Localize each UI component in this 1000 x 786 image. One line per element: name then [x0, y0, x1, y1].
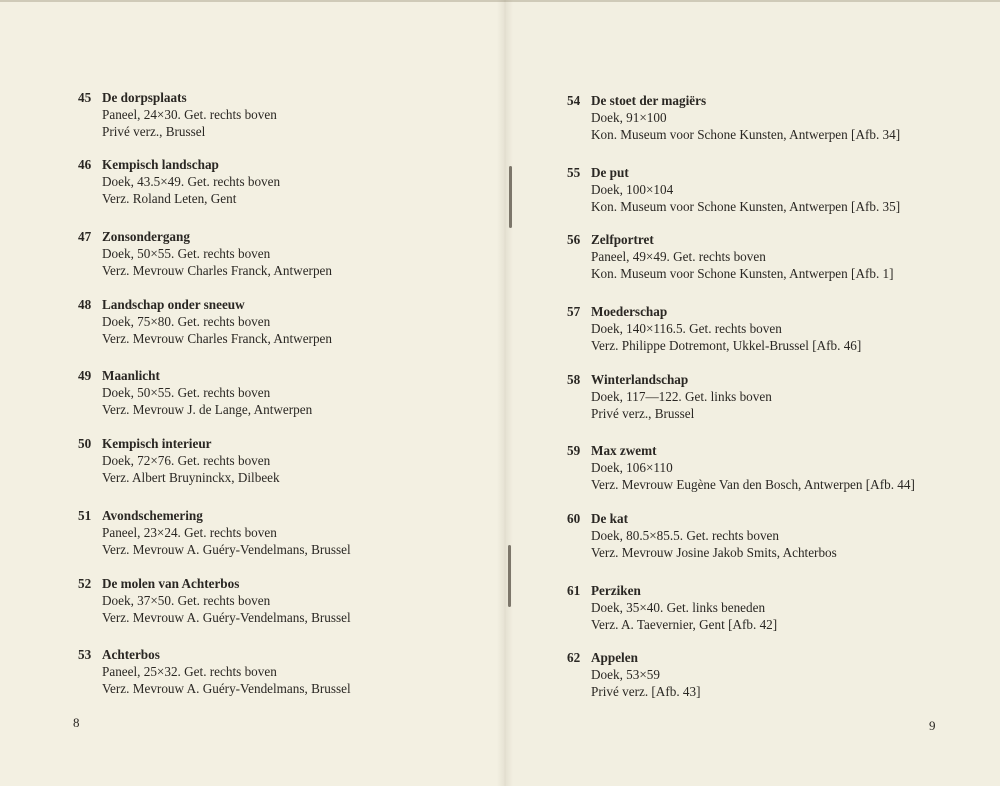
- catalog-entry: [78, 228, 332, 279]
- book-gutter: [497, 0, 513, 786]
- entry-title: Achterbos: [102, 647, 160, 662]
- entry-title: Moederschap: [591, 304, 668, 319]
- entry-medium: Doek, 50×55. Get. rechts boven: [102, 246, 271, 261]
- entry-title: Max zwemt: [591, 443, 657, 458]
- entry-title: De dorpsplaats: [102, 90, 187, 105]
- entry-collection: Verz. Mevrouw A. Guéry-Vendelmans, Brussel: [102, 542, 351, 557]
- entry-collection: Kon. Museum voor Schone Kunsten, Antwerpen [Afb. 34]: [591, 127, 901, 142]
- staple-bottom: [508, 545, 511, 607]
- entry-medium: Doek, 53×59: [591, 667, 660, 682]
- catalog-entry: [78, 367, 312, 418]
- entry-title: Avondschemering: [102, 508, 203, 523]
- entry-medium: Doek, 37×50. Get. rechts boven: [102, 593, 271, 608]
- entry-title: Perziken: [591, 583, 641, 598]
- catalog-entry: [78, 435, 280, 486]
- entry-title: Winterlandschap: [591, 372, 689, 387]
- entry-collection: Verz. Mevrouw A. Guéry-Vendelmans, Brussel: [102, 610, 351, 625]
- entry-collection: Verz. Mevrouw Josine Jakob Smits, Achterbos: [591, 545, 837, 560]
- entry-medium: Doek, 117—122. Get. links boven: [591, 389, 772, 404]
- entry-collection: Kon. Museum voor Schone Kunsten, Antwerpen [Afb. 35]: [591, 199, 901, 214]
- entry-medium: Doek, 75×80. Get. rechts boven: [102, 314, 271, 329]
- entry-medium: Doek, 72×76. Get. rechts boven: [102, 453, 271, 468]
- entry-number: 57: [567, 304, 581, 319]
- entry-medium: Paneel, 25×32. Get. rechts boven: [102, 664, 277, 679]
- catalog-entry: [78, 156, 280, 207]
- entry-medium: Doek, 80.5×85.5. Get. rechts boven: [591, 528, 779, 543]
- left-page-number: 8: [73, 715, 80, 730]
- catalog-entry: [78, 646, 351, 697]
- entry-number: 50: [78, 436, 92, 451]
- entry-medium: Paneel, 24×30. Get. rechts boven: [102, 107, 277, 122]
- catalog-entry: [78, 296, 332, 347]
- entry-number: 47: [78, 229, 92, 244]
- entry-number: 45: [78, 90, 92, 105]
- entry-collection: Privé verz., Brussel: [102, 124, 206, 139]
- entry-title: Appelen: [591, 650, 638, 665]
- entry-title: Kempisch interieur: [102, 436, 212, 451]
- entry-medium: Doek, 35×40. Get. links beneden: [591, 600, 766, 615]
- catalog-entry: [78, 575, 351, 626]
- catalog-entry: [567, 442, 915, 493]
- entry-collection: Verz. Roland Leten, Gent: [102, 191, 237, 206]
- entry-number: 56: [567, 232, 581, 247]
- entry-number: 49: [78, 368, 92, 383]
- catalog-entry: [567, 371, 772, 422]
- entry-number: 62: [567, 650, 581, 665]
- entry-medium: Doek, 140×116.5. Get. rechts boven: [591, 321, 782, 336]
- entry-medium: Paneel, 49×49. Get. rechts boven: [591, 249, 766, 264]
- catalog-entry: [567, 92, 900, 143]
- entry-number: 52: [78, 576, 92, 591]
- entry-medium: Doek, 100×104: [591, 182, 674, 197]
- entry-medium: Doek, 50×55. Get. rechts boven: [102, 385, 271, 400]
- entry-number: 58: [567, 372, 581, 387]
- entry-collection: Kon. Museum voor Schone Kunsten, Antwerpen [Afb. 1]: [591, 266, 894, 281]
- catalog-entry: [567, 231, 894, 282]
- entry-collection: Verz. A. Taevernier, Gent [Afb. 42]: [591, 617, 778, 632]
- entry-number: 60: [567, 511, 581, 526]
- entry-number: 51: [78, 508, 92, 523]
- entry-number: 48: [78, 297, 92, 312]
- entry-number: 46: [78, 157, 92, 172]
- entry-collection: Verz. Mevrouw Charles Franck, Antwerpen: [102, 263, 332, 278]
- entry-title: De molen van Achterbos: [102, 576, 240, 591]
- entry-medium: Doek, 106×110: [591, 460, 673, 475]
- entry-title: De kat: [591, 511, 628, 526]
- catalog-entry: [567, 164, 900, 215]
- entry-medium: Doek, 43.5×49. Get. rechts boven: [102, 174, 281, 189]
- entry-collection: Privé verz. [Afb. 43]: [591, 684, 701, 699]
- entry-collection: Verz. Mevrouw J. de Lange, Antwerpen: [102, 402, 313, 417]
- entry-number: 59: [567, 443, 581, 458]
- entry-title: De stoet der magiërs: [591, 93, 707, 108]
- entry-title: Zelfportret: [591, 232, 654, 247]
- entry-number: 54: [567, 93, 581, 108]
- entry-number: 61: [567, 583, 581, 598]
- right-page-number: 9: [929, 718, 936, 733]
- entry-title: Kempisch landschap: [102, 157, 219, 172]
- staple-top: [509, 166, 512, 228]
- entry-collection: Verz. Albert Bruyninckx, Dilbeek: [102, 470, 280, 485]
- entry-collection: Verz. Philippe Dotremont, Ukkel-Brussel [Afb. 46]: [591, 338, 862, 353]
- entry-number: 55: [567, 165, 581, 180]
- entry-collection: Verz. Mevrouw Eugène Van den Bosch, Antwerpen [Afb. 44]: [591, 477, 915, 492]
- entry-number: 53: [78, 647, 92, 662]
- catalog-entry: [567, 649, 701, 700]
- catalog-entry: [567, 510, 837, 561]
- entry-title: De put: [591, 165, 629, 180]
- entry-medium: Paneel, 23×24. Get. rechts boven: [102, 525, 277, 540]
- catalog-entry: [78, 507, 351, 558]
- entry-title: Zonsondergang: [102, 229, 190, 244]
- entry-collection: Verz. Mevrouw A. Guéry-Vendelmans, Brussel: [102, 681, 351, 696]
- entry-title: Landschap onder sneeuw: [102, 297, 245, 312]
- catalog-entry: [567, 582, 777, 633]
- catalog-entry: [78, 89, 277, 140]
- catalog-entry: [567, 303, 861, 354]
- entry-title: Maanlicht: [102, 368, 160, 383]
- entry-collection: Privé verz., Brussel: [591, 406, 695, 421]
- entry-collection: Verz. Mevrouw Charles Franck, Antwerpen: [102, 331, 332, 346]
- entry-medium: Doek, 91×100: [591, 110, 667, 125]
